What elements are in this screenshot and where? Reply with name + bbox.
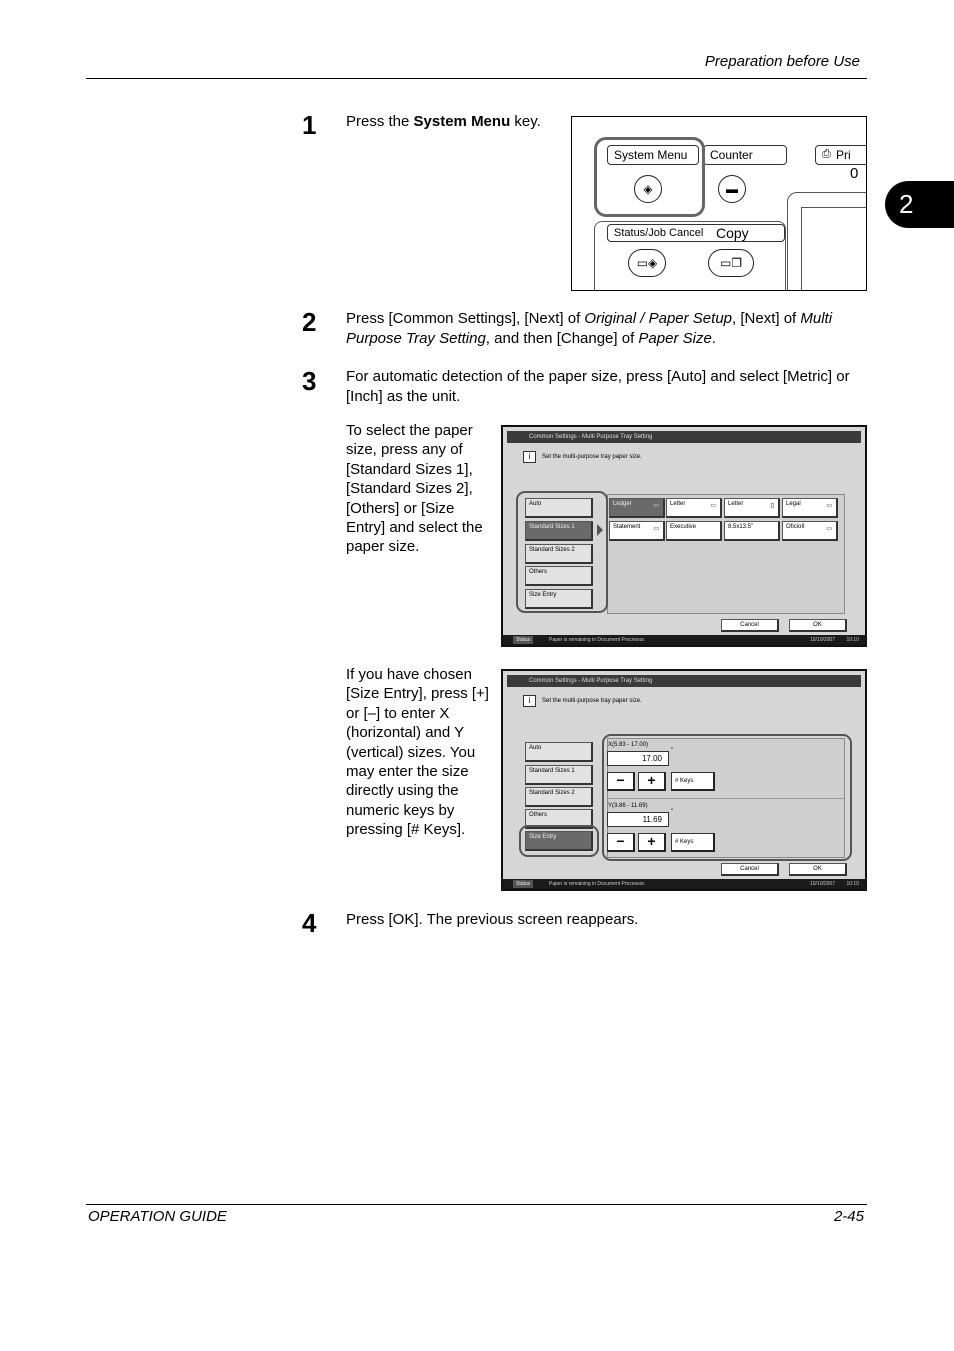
ok-button[interactable]: OK bbox=[789, 619, 847, 632]
section-header: Preparation before Use bbox=[704, 53, 860, 70]
footer-rule bbox=[86, 1204, 867, 1205]
status-button[interactable]: Status bbox=[513, 636, 533, 644]
info-icon: i bbox=[523, 695, 536, 707]
status-bar bbox=[503, 635, 865, 645]
size-ledger[interactable]: Ledger ▭ bbox=[609, 498, 665, 518]
panel-display-edge bbox=[801, 207, 867, 291]
printer-digit: 0 bbox=[850, 165, 859, 182]
x-plus-button[interactable]: + bbox=[638, 772, 666, 791]
select-size-note: To select the paper size, press any of [Standard Sizes 1], [Standard Sizes 2], [Others] or [Size Entry] and select the paper size. bbox=[346, 422, 483, 556]
landscape-icon: ▭ bbox=[826, 503, 832, 509]
status-bar bbox=[503, 879, 865, 889]
info-icon: i bbox=[523, 451, 536, 463]
footer-guide-title: OPERATION GUIDE bbox=[88, 1208, 227, 1225]
header-rule bbox=[86, 78, 867, 79]
portrait-icon: ▯ bbox=[770, 503, 774, 509]
printer-key[interactable]: ⎙ Pri bbox=[815, 145, 867, 165]
size-8-5x13-5[interactable]: 8.5x13.5" bbox=[724, 521, 780, 541]
size-entry-tab-ring bbox=[519, 825, 599, 857]
y-unit: " bbox=[671, 809, 674, 815]
size-legal[interactable]: Legal ▭ bbox=[782, 498, 838, 518]
x-minus-button[interactable]: − bbox=[607, 772, 635, 791]
tab-others[interactable]: Others bbox=[525, 809, 593, 829]
status-date: 10/10/2007 bbox=[809, 637, 835, 643]
cancel-button[interactable]: Cancel bbox=[721, 619, 779, 632]
y-range-label: Y(3.86 - 11.69) bbox=[608, 803, 648, 809]
y-value-field[interactable]: 11.69 bbox=[607, 812, 669, 827]
cancel-button[interactable]: Cancel bbox=[721, 863, 779, 876]
size-entry-note: If you have chosen [Size Entry], press [+] or [–] to enter X (horizontal) and Y (vertical) sizes. You may enter the size directly using the numeric keys by pressing [# Keys]. bbox=[346, 666, 489, 839]
step-1-number: 1 bbox=[302, 110, 317, 140]
landscape-icon: ▭ bbox=[710, 503, 716, 509]
step-2-number: 2 bbox=[302, 307, 317, 337]
step-1-text: Press the System Menu key. bbox=[346, 113, 541, 130]
operation-panel-illustration bbox=[571, 116, 867, 291]
paper-size-screen bbox=[501, 425, 867, 647]
y-plus-button[interactable]: + bbox=[638, 833, 666, 852]
step-3-number: 3 bbox=[302, 366, 317, 396]
status-message: Paper is remaining in Document Processor. bbox=[549, 637, 646, 643]
landscape-icon: ▭ bbox=[653, 526, 659, 532]
entry-area-highlight-ring bbox=[602, 734, 852, 861]
tab-standard-sizes-1[interactable]: Standard Sizes 1 bbox=[525, 765, 593, 785]
tab-size-entry[interactable]: Size Entry bbox=[525, 831, 593, 851]
status-message: Paper is remaining in Document Processor. bbox=[549, 881, 646, 887]
size-entry-screen bbox=[501, 669, 867, 891]
step-2-text: Press [Common Settings], [Next] of Original / Paper Setup, [Next] of Multi Purpose Tray Setting, and then [Change] of Paper Size. bbox=[346, 310, 833, 347]
chapter-tab: 2 bbox=[885, 181, 954, 228]
x-range-label: X(5.83 - 17.00) bbox=[608, 742, 649, 748]
step-4-text: Press [OK]. The previous screen reappears. bbox=[346, 911, 639, 928]
copy-button-icon[interactable]: ▭❐ bbox=[708, 249, 754, 277]
counter-button-icon[interactable]: ▬ bbox=[718, 175, 746, 203]
status-button[interactable]: Status bbox=[513, 880, 533, 888]
status-date: 10/10/2007 bbox=[809, 881, 835, 887]
screen-message: i Set the multi-purpose tray paper size. bbox=[523, 449, 642, 465]
size-executive[interactable]: Executive bbox=[666, 521, 722, 541]
y-numeric-keys-button[interactable]: # Keys bbox=[671, 833, 715, 852]
tab-standard-sizes-1[interactable]: Standard Sizes 1 bbox=[525, 521, 593, 541]
system-menu-highlight bbox=[594, 137, 705, 217]
tab-standard-sizes-2[interactable]: Standard Sizes 2 bbox=[525, 787, 593, 807]
document-box-icon[interactable]: ▭◈ bbox=[628, 249, 666, 277]
size-statement[interactable]: Statement ▭ bbox=[609, 521, 665, 541]
system-menu-key[interactable]: System Menu bbox=[607, 145, 699, 165]
step-3-text: For automatic detection of the paper size, press [Auto] and select [Metric] or [Inch] as the unit. bbox=[346, 368, 850, 405]
size-oficio-ii[interactable]: OficioII ▭ bbox=[782, 521, 838, 541]
x-value-field[interactable]: 17.00 bbox=[607, 751, 669, 766]
page-number: 2-45 bbox=[833, 1208, 864, 1225]
tab-size-entry[interactable]: Size Entry bbox=[525, 589, 593, 609]
tab-auto[interactable]: Auto bbox=[525, 742, 593, 762]
step-4-number: 4 bbox=[302, 908, 317, 938]
status-job-cancel-key[interactable]: Status/Job Cancel Copy bbox=[607, 224, 785, 242]
ok-button[interactable]: OK bbox=[789, 863, 847, 876]
system-menu-button-icon[interactable]: ◈ bbox=[634, 175, 662, 203]
tab-standard-sizes-2[interactable]: Standard Sizes 2 bbox=[525, 544, 593, 564]
tabs-highlight-ring bbox=[516, 491, 608, 613]
size-letter-portrait[interactable]: Letter ▯ bbox=[724, 498, 780, 518]
screen-message: i Set the multi-purpose tray paper size. bbox=[523, 693, 642, 709]
landscape-icon: ▭ bbox=[826, 526, 832, 532]
screen-title: Common Settings - Multi Purpose Tray Setting bbox=[507, 431, 861, 443]
tab-auto[interactable]: Auto bbox=[525, 498, 593, 518]
landscape-icon: ▭ bbox=[653, 503, 659, 509]
printer-icon: ⎙ bbox=[822, 148, 831, 160]
tab-others[interactable]: Others bbox=[525, 566, 593, 586]
size-letter-landscape[interactable]: Letter ▭ bbox=[666, 498, 722, 518]
y-minus-button[interactable]: − bbox=[607, 833, 635, 852]
status-time: 10:10 bbox=[846, 637, 859, 643]
status-time: 10:10 bbox=[846, 881, 859, 887]
x-numeric-keys-button[interactable]: # Keys bbox=[671, 772, 715, 791]
screen-title: Common Settings - Multi Purpose Tray Setting bbox=[507, 675, 861, 687]
counter-key[interactable]: Counter bbox=[703, 145, 787, 165]
x-unit: " bbox=[671, 748, 674, 754]
